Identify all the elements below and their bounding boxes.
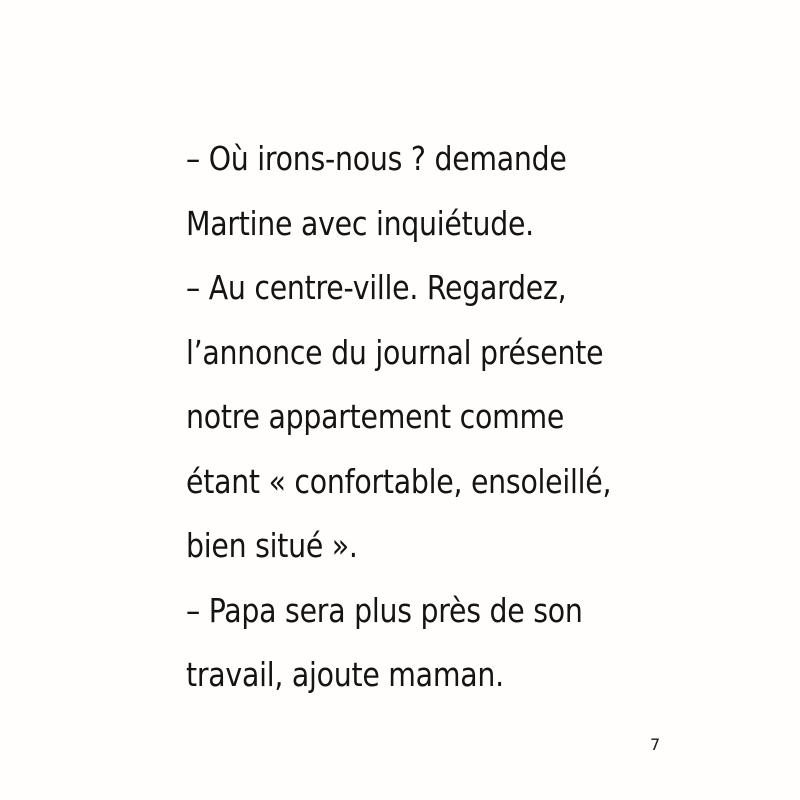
text-line: – Où irons-nous ? demande bbox=[186, 139, 567, 178]
text-line: Martine avec inquiétude. bbox=[186, 203, 534, 243]
text-line: – Au centre-ville. Regardez, bbox=[186, 268, 567, 307]
text-line: – Papa sera plus près de son bbox=[186, 590, 583, 630]
text-line: bien situé ». bbox=[186, 526, 358, 565]
story-text bbox=[186, 130, 706, 711]
text-line: l’annonce du journal présente bbox=[186, 332, 604, 372]
text-line: étant « confortable, ensoleillé, bbox=[186, 461, 612, 501]
page-number: 7 bbox=[650, 735, 661, 754]
text-line: notre appartement comme bbox=[186, 397, 565, 436]
text-line: travail, ajoute maman. bbox=[186, 655, 504, 694]
